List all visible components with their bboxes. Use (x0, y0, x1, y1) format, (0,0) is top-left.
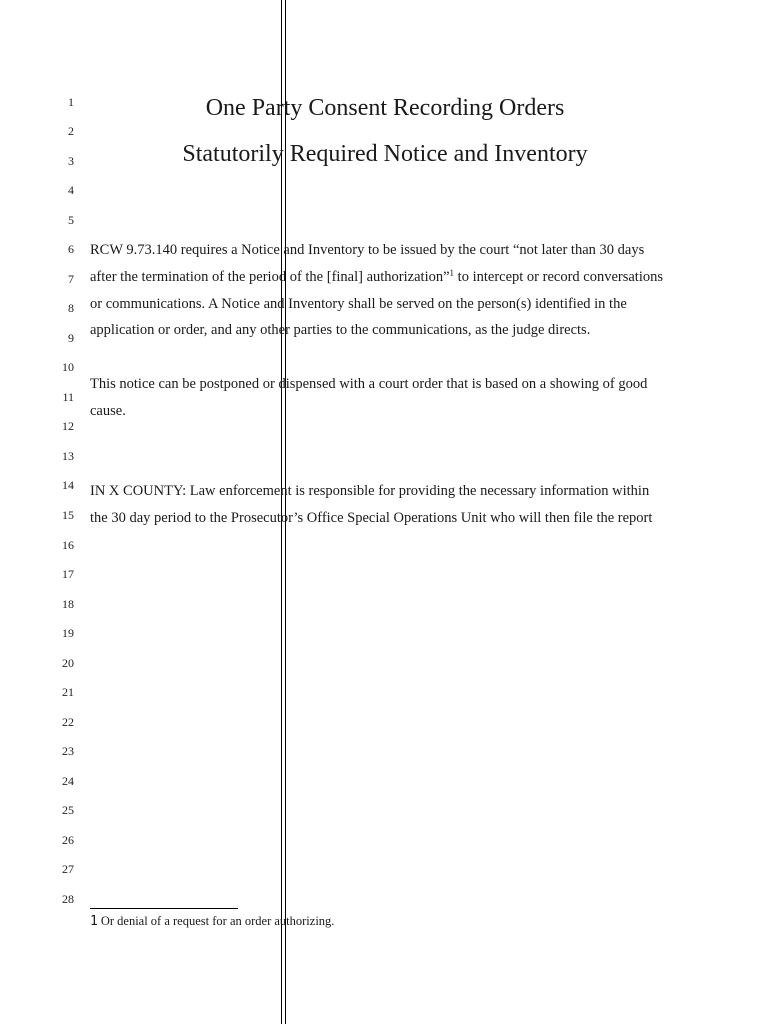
paragraph-line (90, 268, 663, 286)
line-number: 8 (68, 301, 74, 315)
line-number: 19 (62, 626, 74, 640)
line-number: 20 (62, 656, 74, 670)
line-number: 15 (62, 508, 74, 522)
document-subtitle: Statutorily Required Notice and Inventory (182, 141, 588, 167)
footnote-separator (90, 908, 238, 909)
line-number: 26 (62, 833, 74, 847)
paragraph-line: IN X COUNTY: Law enforcement is responsible for providing the necessary information within (90, 483, 650, 499)
line-number: 27 (62, 862, 74, 876)
line-number: 22 (62, 715, 74, 729)
paragraph-line: This notice can be postponed or dispensed with a court order that is based on a showing of good (90, 376, 648, 392)
line-number: 4 (68, 183, 74, 197)
paragraph-text: after the termination of the period of the [final] authorization” (90, 269, 450, 285)
paragraph-text: to intercept or record conversations (454, 269, 664, 285)
line-number: 17 (62, 567, 74, 581)
line-number: 9 (68, 331, 74, 345)
footnote-number: 1 (90, 914, 98, 929)
paragraph-line: RCW 9.73.140 requires a Notice and Inventory to be issued by the court “not later than 30 days (90, 242, 645, 258)
paragraph-line: or communications. A Notice and Inventory shall be served on the person(s) identified in the (90, 296, 627, 312)
line-number: 24 (62, 774, 74, 788)
line-number: 28 (62, 892, 74, 906)
paragraph-line: application or order, and any other parties to the communications, as the judge directs. (90, 322, 591, 338)
document-title: One Party Consent Recording Orders (205, 95, 565, 121)
line-number: 25 (62, 803, 74, 817)
line-number: 16 (62, 538, 74, 552)
line-number: 21 (62, 685, 74, 699)
line-number: 6 (68, 242, 74, 256)
footnote-text: Or denial of a request for an order authorizing. (100, 914, 335, 928)
line-number: 5 (68, 213, 74, 227)
line-number: 23 (62, 744, 74, 758)
footnote (90, 913, 334, 930)
line-number: 7 (68, 272, 74, 286)
line-number: 3 (68, 154, 74, 168)
paragraph-line: cause. (90, 403, 126, 419)
paragraph-line: the 30 day period to the Prosecutor’s Office Special Operations Unit who will then file the report (90, 510, 653, 526)
line-number: 14 (62, 478, 74, 492)
footnote-reference[interactable]: 1 (449, 268, 455, 278)
line-number: 1 (68, 95, 74, 109)
line-number: 13 (62, 449, 74, 463)
line-number: 18 (62, 597, 74, 611)
line-number: 2 (68, 124, 74, 138)
line-number: 10 (62, 360, 74, 374)
line-number: 11 (62, 390, 74, 404)
line-number: 12 (62, 419, 74, 433)
